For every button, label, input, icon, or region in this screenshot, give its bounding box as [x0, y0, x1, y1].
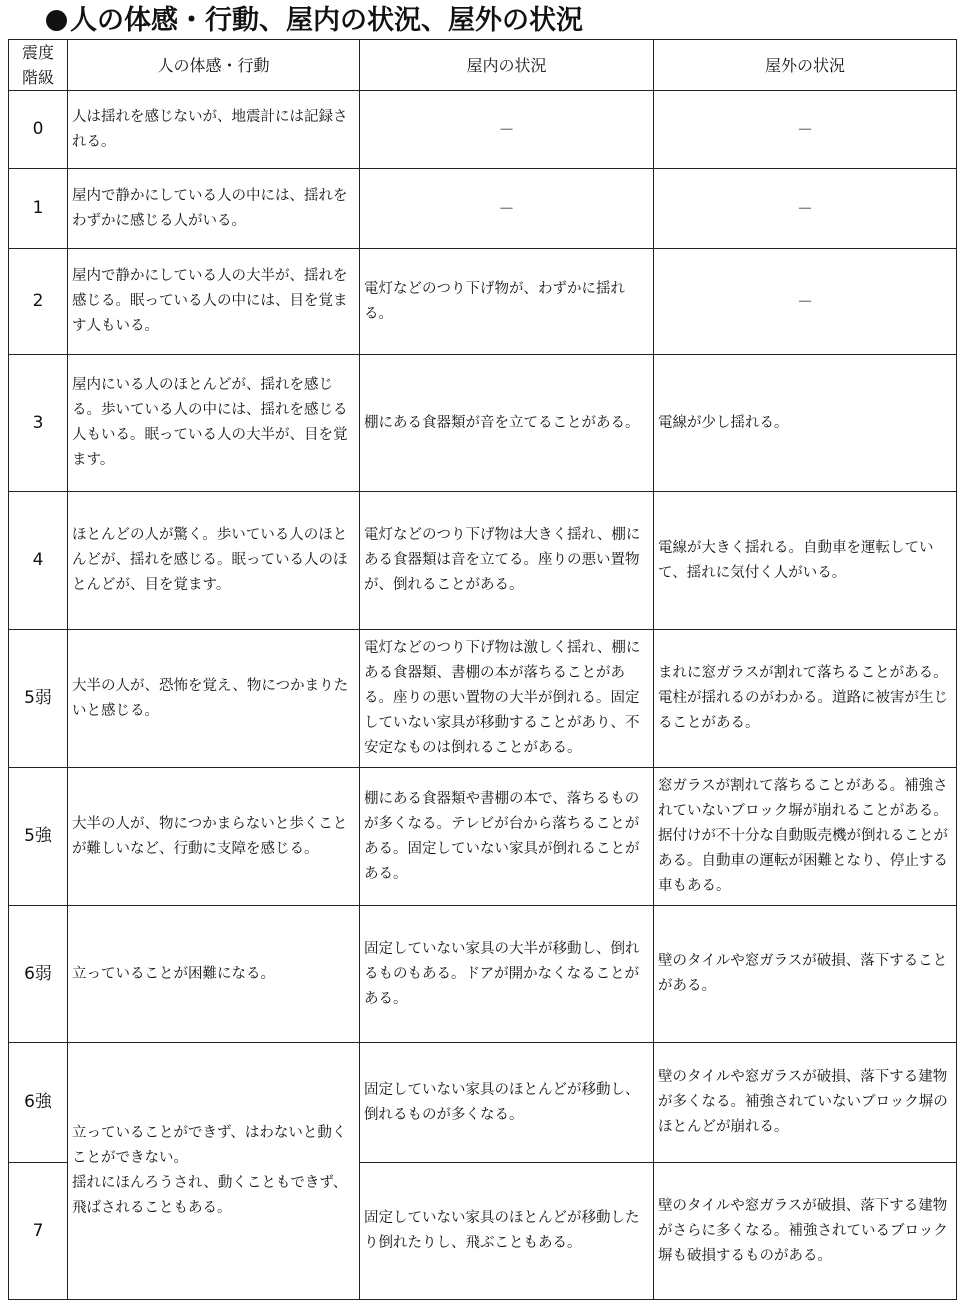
table-row	[9, 169, 957, 249]
indoor-cell: 固定していない家具のほとんどが移動し、倒れるものが多くなる。	[360, 1043, 654, 1163]
seismic-intensity-table	[8, 39, 957, 1300]
shindo-cell: 6強	[9, 1043, 68, 1163]
person-cell: 屋内で静かにしている人の大半が、揺れを感じる。眠っている人の中には、目を覚ます人もいる。	[68, 249, 360, 355]
page-title-text: 人の体感・行動、屋内の状況、屋外の状況	[70, 5, 583, 36]
indoor-cell: 固定していない家具のほとんどが移動したり倒れたりし、飛ぶこともある。	[360, 1163, 654, 1300]
indoor-cell: 電灯などのつり下げ物が、わずかに揺れる。	[360, 249, 654, 355]
table-row	[9, 249, 957, 355]
outdoor-cell: 電線が大きく揺れる。自動車を運転していて、揺れに気付く人がいる。	[654, 492, 957, 630]
indoor-cell: －	[360, 91, 654, 169]
shindo-cell: 4	[9, 492, 68, 630]
table-header-row	[9, 40, 957, 91]
table-row	[9, 492, 957, 630]
indoor-cell: 電灯などのつり下げ物は大きく揺れ、棚にある食器類は音を立てる。座りの悪い置物が、倒れることがある。	[360, 492, 654, 630]
table-row	[9, 91, 957, 169]
person-cell: 人は揺れを感じないが、地震計には記録される。	[68, 91, 360, 169]
page-title	[46, 3, 583, 39]
person-merged-line-1: 立っていることができず、はわないと動くことができない。	[72, 1125, 347, 1166]
person-cell: 屋内にいる人のほとんどが、揺れを感じる。歩いている人の中には、揺れを感じる人もいる。眠っている人の大半が、目を覚ます。	[68, 355, 360, 492]
person-cell-merged	[68, 1043, 360, 1300]
outdoor-cell: 壁のタイルや窓ガラスが破損、落下する建物が多くなる。補強されていないブロック塀のほとんどが崩れる。	[654, 1043, 957, 1163]
shindo-cell: 0	[9, 91, 68, 169]
indoor-cell: 棚にある食器類や書棚の本で、落ちるものが多くなる。テレビが台から落ちることがある。固定していない家具が倒れることがある。	[360, 768, 654, 906]
header-person: 人の体感・行動	[68, 40, 360, 91]
shindo-cell: 3	[9, 355, 68, 492]
person-merged-line-2: 揺れにほんろうされ、動くこともできず、飛ばされることもある。	[72, 1175, 348, 1216]
person-cell: 立っていることが困難になる。	[68, 906, 360, 1043]
table-row	[9, 768, 957, 906]
shindo-cell: 6弱	[9, 906, 68, 1043]
header-shindo	[9, 40, 68, 91]
outdoor-cell: 壁のタイルや窓ガラスが破損、落下する建物がさらに多くなる。補強されているブロック塀も破損するものがある。	[654, 1163, 957, 1300]
bullet-icon	[46, 10, 67, 31]
shindo-cell: 2	[9, 249, 68, 355]
outdoor-cell: －	[654, 169, 957, 249]
table-row	[9, 906, 957, 1043]
outdoor-cell: 電線が少し揺れる。	[654, 355, 957, 492]
shindo-cell: 1	[9, 169, 68, 249]
shindo-cell: 7	[9, 1163, 68, 1300]
shindo-cell: 5弱	[9, 630, 68, 768]
table-row	[9, 355, 957, 492]
shindo-cell: 5強	[9, 768, 68, 906]
outdoor-cell: －	[654, 91, 957, 169]
indoor-cell: －	[360, 169, 654, 249]
person-cell: 大半の人が、物につかまらないと歩くことが難しいなど、行動に支障を感じる。	[68, 768, 360, 906]
indoor-cell: 電灯などのつり下げ物は激しく揺れ、棚にある食器類、書棚の本が落ちることがある。座りの悪い置物の大半が倒れる。固定していない家具が移動することがあり、不安定なものは倒れることがある。	[360, 630, 654, 768]
table-row	[9, 630, 957, 768]
person-cell: 屋内で静かにしている人の中には、揺れをわずかに感じる人がいる。	[68, 169, 360, 249]
indoor-cell: 棚にある食器類が音を立てることがある。	[360, 355, 654, 492]
person-cell: ほとんどの人が驚く。歩いている人のほとんどが、揺れを感じる。眠っている人のほとんどが、目を覚ます。	[68, 492, 360, 630]
table-row	[9, 1043, 957, 1163]
header-indoor: 屋内の状況	[360, 40, 654, 91]
header-outdoor: 屋外の状況	[654, 40, 957, 91]
indoor-cell: 固定していない家具の大半が移動し、倒れるものもある。ドアが開かなくなることがある。	[360, 906, 654, 1043]
header-shindo-text: 震度 階級	[21, 43, 54, 87]
outdoor-cell: －	[654, 249, 957, 355]
outdoor-cell: 窓ガラスが割れて落ちることがある。補強されていないブロック塀が崩れることがある。据付けが不十分な自動販売機が倒れることがある。自動車の運転が困難となり、停止する車もある。	[654, 768, 957, 906]
person-cell: 大半の人が、恐怖を覚え、物につかまりたいと感じる。	[68, 630, 360, 768]
outdoor-cell: まれに窓ガラスが割れて落ちることがある。電柱が揺れるのがわかる。道路に被害が生じることがある。	[654, 630, 957, 768]
outdoor-cell: 壁のタイルや窓ガラスが破損、落下することがある。	[654, 906, 957, 1043]
